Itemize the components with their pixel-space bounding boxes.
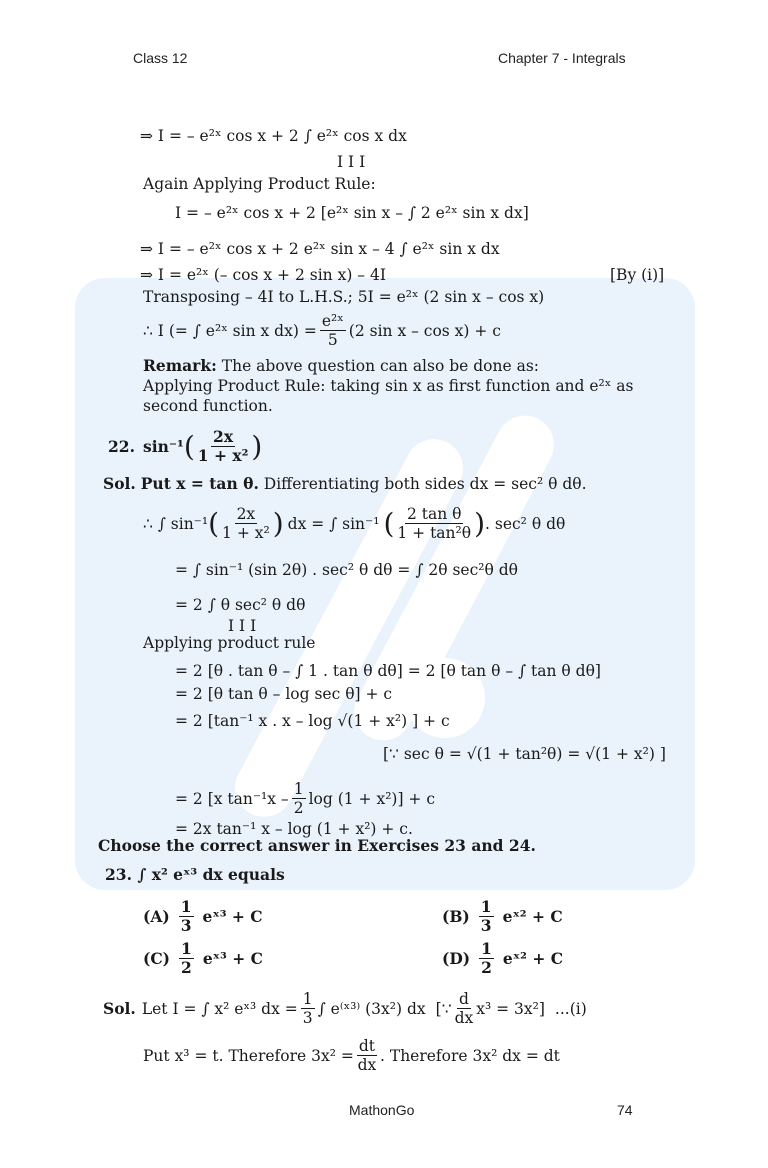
solution-22-step-1: ∴ ∫ sin⁻¹ ( $\frac{2x}{\text{1 + x²}}$ ) dx = ∫ sin⁻¹ ( $\frac{\text{2 tan θ}}{\text{1 + tan²θ}}$ ) . sec² θ dθ <box>143 505 566 542</box>
line-7-rhs: (2 sin x – cos x) + c <box>348 321 501 340</box>
line-3: I = – e²ˣ cos x + 2 [e²ˣ sin x – ∫ 2 e²ˣ sin x dx] <box>175 204 529 222</box>
solution-22-step-8: [∵ sec θ = √(1 + tan²θ) = √(1 + x²) ] <box>383 745 666 763</box>
line-7 <box>143 312 501 349</box>
exercise-instruction: Choose the correct answer in Exercises 23 and 24. <box>98 836 536 855</box>
solution-22-step-3-labels: I I I <box>228 617 257 635</box>
line-6: Transposing – 4I to L.H.S.; 5I = e²ˣ (2 sin x – cos x) <box>143 288 545 306</box>
line-2: Again Applying Product Rule: <box>143 175 376 193</box>
line-7-fraction: $\frac{\text{e²ˣ}}{5}$ <box>321 312 344 349</box>
question-23: 23. ∫ x² eˣ³ dx equals <box>105 865 285 884</box>
solution-22-step-6: = 2 [θ tan θ – log sec θ] + c <box>175 685 393 703</box>
solution-22-step-5: = 2 [θ . tan θ – ∫ 1 . tan θ dθ] = 2 [θ tan θ – ∫ tan θ dθ] <box>175 662 601 680</box>
line-10: second function. <box>143 397 273 415</box>
solution-22-step-9: = 2 [x tan⁻¹x – $\frac{1}{2}$ log (1 + x²)] + c <box>175 780 436 817</box>
solution-22-step-7: = 2 [tan⁻¹ x . x – log √(1 + x²) ] + c <box>175 712 450 730</box>
footer-brand: MathonGo <box>349 1102 415 1118</box>
header-class: Class 12 <box>133 50 188 66</box>
line-7-lhs: ∴ I (= ∫ e²ˣ sin x dx) = <box>143 321 317 340</box>
solution-22-step-4: Applying product rule <box>143 634 316 652</box>
option-a[interactable]: (A) $\frac{1}{3}$ eˣ³ + C <box>143 897 263 935</box>
solution-22-step-3: = 2 ∫ θ sec² θ dθ <box>175 596 306 614</box>
line-5-ref: [By (i)] <box>610 266 665 284</box>
remark: Remark: The above question can also be done as: <box>143 356 540 375</box>
solution-23-line-2: Put x³ = t. Therefore 3x² = $\frac{dt}{dx}$ . Therefore 3x² dx = dt <box>143 1037 560 1074</box>
page-number: 74 <box>617 1102 633 1118</box>
option-b[interactable]: (B) $\frac{1}{3}$ eˣ² + C <box>442 897 563 935</box>
line-5: ⇒ I = e²ˣ (– cos x + 2 sin x) – 4I <box>140 266 386 284</box>
solution-22-step-10: = 2x tan⁻¹ x – log (1 + x²) + c. <box>175 820 413 838</box>
question-22: 22. sin⁻¹ ( $\frac{2x}{\text{1 + x²}}$ ) <box>108 427 263 465</box>
option-c[interactable]: (C) $\frac{1}{2}$ eˣ³ + C <box>143 939 263 977</box>
line-9: Applying Product Rule: taking sin x as first function and e²ˣ as <box>143 377 634 395</box>
option-d[interactable]: (D) $\frac{1}{2}$ eˣ² + C <box>442 939 564 977</box>
line-1: ⇒ I = – e²ˣ cos x + 2 ∫ e²ˣ cos x dx <box>140 127 407 145</box>
header-chapter: Chapter 7 - Integrals <box>498 50 626 66</box>
solution-22-step-2: = ∫ sin⁻¹ (sin 2θ) . sec² θ dθ = ∫ 2θ sec²θ dθ <box>175 561 518 579</box>
solution-23-line-1: Sol. Let I = ∫ x² eˣ³ dx = $\frac{1}{3}$ ∫ e⁽ˣ³⁾ (3x²) dx [∵ $\frac{d}{dx}$ x³ = 3x²] ...(i) <box>103 990 587 1027</box>
line-4: ⇒ I = – e²ˣ cos x + 2 e²ˣ sin x – 4 ∫ e²ˣ sin x dx <box>140 240 500 258</box>
solution-22-intro: Sol. Put x = tan θ. Differentiating both sides dx = sec² θ dθ. <box>103 474 587 493</box>
line-1-labels: I I I <box>337 153 366 171</box>
